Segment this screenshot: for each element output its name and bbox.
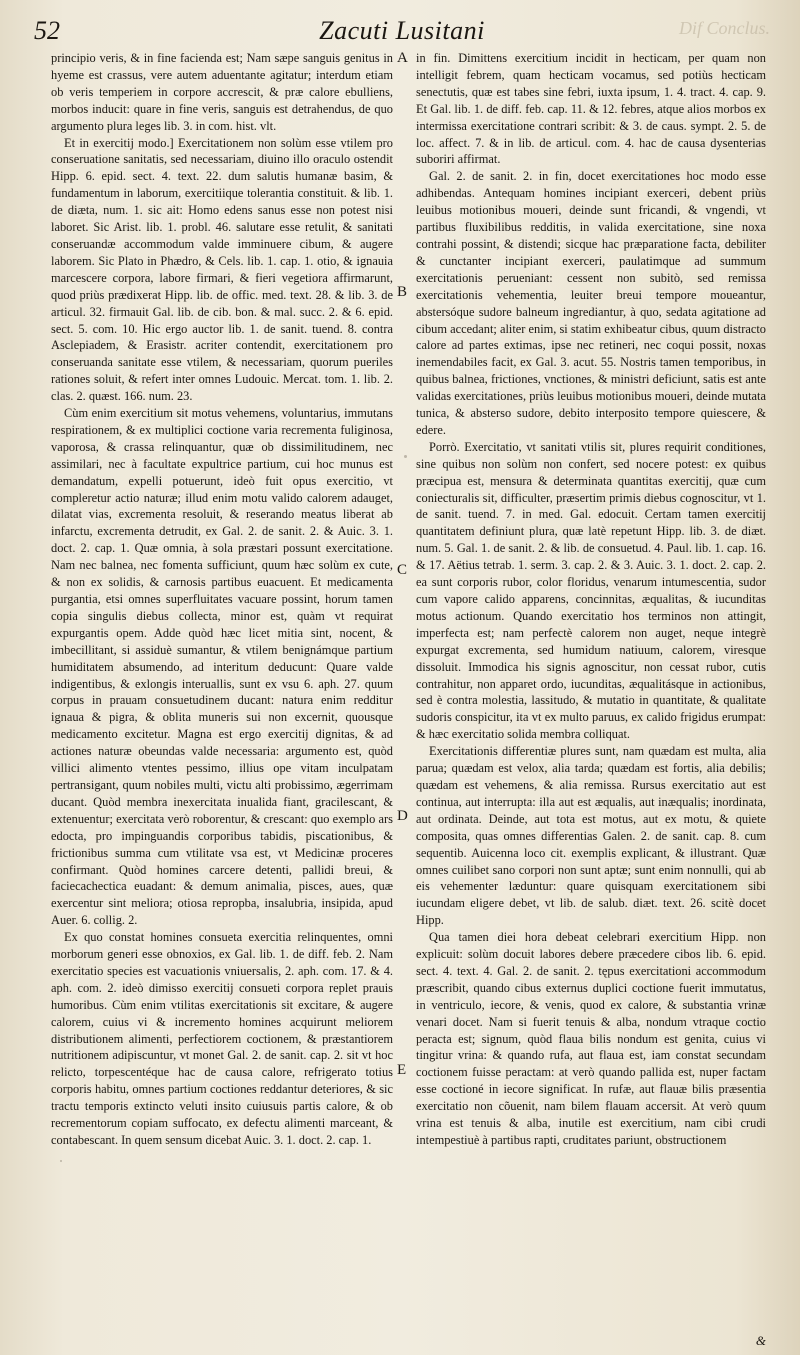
bleed-through-text: Dif Conclus. [678, 18, 770, 38]
paragraph: in fin. Dimittens exercitium incidit in hecticam, per quam non intelligit febrem, quam hecticam vocamus, sed potiùs hecticam senectutis, quæ est tabes sine febri, iuxta ipsum, 1. 4. tract. 4. cap. 9. Et Gal. lib. 1. de diff. feb. cap. 11. & 12. febres, atque alios morbos ex intermissa exercitatione contrari scribit: & 3. de caus. sympt. 2. 5. de loc. affect. 7. & in lib. de articul. com. 4. hac de causa dysenterias suboriri affirmat. [416, 51, 766, 167]
paragraph: Qua tamen diei hora debeat celebrari exercitium Hipp. non explicuit: solùm docuit labores debere præcedere cibos lib. 6. epid. sect. 4. text. 4. Gal. 2. de sanit. 2. tępus exercitationi accommodum præscribit, quando cibus externus duplici coctione fuerit immutatus, in ventriculo, iecore, & venis, quod ex calore, & substantia vrinæ venari docet. Nam si fuerit tenuis & alba, nondum vtraque coctio peracta est; signum, quòd flaua bilis nondum est genita, cuius vi tingitur vrina: & quando rufa, aut flaua est, iam constat secundam coctionem fuisse peractam: at verò quando pallida est, nuper factam esse coctioné in iecore significat. In rufæ, aut flauæ bilis præsentia exercitatio non cõuenit, nam bilem flauam accersit. At verò quum vrina est tenuis & alba, inutile est exercitium, nam cibi crudi intempestiuè à partibus rapti, cruditates pariunt, obstructionem [416, 930, 766, 1147]
paragraph: Ex quo constat homines consueta exercitia relinquentes, omni morborum generi esse obnoxios, ex Gal. lib. 1. de diff. feb. 2. Nam exercitatio species est vacuationis vniuersalis, 2. aph. com. 17. & 4. aph. com. 2. ideò dimisso exercitij consueti corpora replet prauis humoribus. Cùm enim vtilitas exercitationis sit excitare, & augere calorem, cuius vi & incremento homines acquirunt meliorem distributionem alimenti, perfectiorem coctionem, & præstantiorem nutritionem adipiscuntur, vt monet Gal. 2. de sanit. cap. 2. sit vt hoc relicto, torpescentéque hac de causa calore, refrigerato totius corporis habitu, omnes partium coctiones reddantur deteriores, & sic tractu temporis extincto veluti insito cuiusuis partis calore, & ob recrementorum copiam suffocato, ex defectu alimenti marceant, & contabescant. In quem sensum dicebat Auic. 3. 1. doct. 2. cap. 1. [51, 930, 393, 1147]
paragraph: Exercitationis differentiæ plures sunt, nam quædam est multa, alia parua; quædam est velox, alia tarda; quædam est fortis, alia debilis; quædam est vehemens, & alia remissa. Rursus exercitatio aut est continua, aut interrupta: illa aut est æqualis, aut inæqualis; inordinata, aut ordinata. Deinde, aut tota est motus, aut ex motu, & quiete composita, quas omnes differentias Galen. 2. de sanit. cap. 8. cum sequentib. Auicenna loco cit. exemplis explicant, & illustrant. Quæ omnes cuilibet sano corpori non sunt aptæ; sunt enim nonnulli, qui ab eis vehementer læduntur: quare quisquam exercitationem sibi iucundam eligere debet, vt lib. de salub. diæt. text. 26. scitè docet Hipp. [416, 744, 766, 928]
paragraph: Et in exercitij modo.] Exercitationem non solùm esse vtilem pro conseruatione sanitatis, sed necessariam, diuino illo oraculo ostendit Hipp. 6. epid. sect. 4. text. 22. dum salutis humanæ basim, & fundamentum in laborum, exercitiique tolerantia constituit. & lib. 1. de diæta, num. 1. sic ait: Homo edens sanus esse non potest nisi laboret. Sic Arist. lib. 1. probl. 46. salutare esse retulit, & sanitati conseruandæ accommodum valde imminuere cibum, & augere laborem. Sic Plato in Phædro, & Cels. lib. 1. cap. 1. otio, & ignauia marcescere corpora, labore firmari, & fieri vegetiora affirmarunt, quod priùs prædixerat Hipp. lib. de offic. med. text. 28. & lib. 3. de articul. 32. firmauit Gal. lib. de cib. bon. & mal. succ. 2. & 6. epid. sect. 5. com. 10. Hic ergo auctor lib. 1. de sanit. tuend. 8. contra Asclepiadem, & Erasistr. acriter contendit, exercitationem pro conseruanda sanitate esse vtilem, & necessariam, quorum pueriles rationes soluit, & refert inter omnes Ludouic. Mercat. tom. 1. lib. 2. clas. 2. quæst. 166. num. 23. [51, 135, 393, 404]
running-title: Zacuti Lusitani [319, 16, 485, 45]
paper-speck [60, 1160, 62, 1162]
paper-speck [404, 455, 407, 458]
paragraph: principio veris, & in fine facienda est; Nam sæpe sanguis genitus in hyeme est crassus, vere autem aduentante agitatur; interdum etiam ob veris temperiem in corpore accrescit, & præ calore ebulliens, morbos inducit: quare in fine veris, sanguis est detrahendus, de quo argumento plura leges lib. 3. in com. hist. vlt. [51, 51, 393, 133]
right-column [416, 50, 766, 1345]
paragraph: Cùm enim exercitium sit motus vehemens, voluntarius, immutans respirationem, & ex multiplici coctione varia recrementa fuliginosa, vaporosa, & crassa relinquantur, quæ ob dissimilitudinem, nec assimilari, nec à facultate expultrice partium, cui hoc munus est demandatum, expelli potuerunt, ideò fuit opus exercitio, vt compleretur actio naturæ; illud enim motu valido calorem adauget, dilatat vias, excrementa resoluit, & reserando meatus liberat ab infarctu, excrementa detrudit, ex Gal. 2. de sanit. 2. & Auic. 3. 1. doct. 2. cap. 1. Quæ omnia, à sola præstari possunt exercitatione. Nam nec balnea, nec fomenta sufficiunt, quum hæc solùm ex cute, & non ex solidis, & carnosis partibus euacuent. Et medicamenta purgantia, etsi omnes superfluitates vacuare possint, horum tamen copia singulis diebus collecta, minor est, quàm vt requirat expurgantis opem. Adde quòd hæc licet mitia sint, nocent, & imbecillitant, si assiduè sumantur, & vtilem benignámque partium humiditatem absumendo, ad interitum deducunt: Quare valde indigentibus, & exlongis interuallis, sunt ex vsu 6. aph. 27. quum corpus in prauam consuetudinem ducant: natura enim redditur ignaua & pigra, & oblita muneris sui non excernit, quousque medicamento excitetur. Magna est ergo exercitij dignitas, & ad actiones naturæ obeundas valde necessaria: argumento est, quòd villici alimento vtentes pessimo, illius ope vitam inculpatam pertransigant, quum nobiles multi, victu alti probissimo, ægerrimam ducant. Quòd membra inexercitata inualida fiant, gracilescant, & extenuentur; exercitata verò roborentur, & crescant: quo exemplo ars edocta, pro impinguandis corporibus tabidis, piscationibus, & frictionibus summa cum vtilitate vsa est, vt Medicinæ proceres confirmant. Quòd homines carcere detenti, pallidi breui, & faciecachectica euadant: & demum animalia, pisces, aues, quæ exercentur sint meliora; otiosa repropba, insalubria, insipida, apud Auer. 6. collig. 2. [51, 406, 393, 928]
left-column [51, 50, 393, 1345]
section-marker-d: D [397, 808, 408, 824]
paragraph: Porrò. Exercitatio, vt sanitati vtilis sit, plures requirit conditiones, sine quibus non solùm non confert, sed nocere potest: ex quibus præcipua est, mensura & determinata quantitas exercitij, quæ cum coniecturalis sit, difficulter, præsertim primis diebus cognoscitur, vt 1. de sanit. tuend. 7. in med. Gal. edocuit. Certam tamen exercitij quantitatem definiunt plura, quæ latè repetunt Hipp. lib. 3. de diæt. num. 5. Gal. 1. de sanit. 2. & lib. de consuetud. 4. Paul. lib. 1. cap. 16. & 17. Aëtius tetrab. 1. serm. 3. cap. 2. & 3. Auic. 3. 1. doct. 2. cap. 2. ea sunt corporis rubor, color floridus, venarum intumescentia, sudor cum vapore calido apparens, concinnitas, æqualitas, & iucunditas motus actionum. Quando exercitatio hos terminos non attingit, imperfecta est; nam perfectè calorem non auget, neque integrè expurgat excrementa, sed humidum natiuum, calorem, viresque dissoluit. Immodica his signis agnoscitur, non cessat rubor, cutis contrahitur, non apparet ordo, iucunditas, æqualitásque in actionibus, sed è contra molestia, lassitudo, & mutatio in quantitate, & qualitate sudoris conspicitur, ita vt ex multo paruus, ex calido frigidus erumpat: & hæc exercitatio solida membra colliquat. [416, 439, 766, 742]
section-marker-b: B [397, 284, 408, 300]
section-marker-a: A [397, 50, 408, 66]
paragraph: Gal. 2. de sanit. 2. in fin, docet exercitationes hoc modo esse adhibendas. Antequam homines incipiant exerceri, debent priùs leuibus motionibus moueri, deinde sunt fricandi, & vngendi, vt partibus fluxibilibus redditis, in valida exercitatione, sine noxa contrahi possint, & distendi; sicque hac præparatione facta, debiliter & cunctanter incipiant exerceri, paulatimque ad summum exercitationis perueniant: cessent non subitò, sed remissa exercitationis vehementia, leuiter breui tempore moueantur, abstersóque sudore balneum ingrediantur, à quo, sedata agitatione ad cibum accedant; aliter enim, si statim exhibeatur cibus, quum distracto calore ad partes extimas, ipse nec retineri, nec coqui possit, noxas inemendabiles facit, ex Gal. 3. acut. 55. Nostris tamen temporibus, in quibus balnea, frictiones, vnctiones, & ministri deficiunt, satis est ante validas exercitationes, priùs leuibus motionibus moueri, deinde mutata tunica, & absterso sudore, debito interposito tempore quiescere, & edere. [416, 169, 766, 437]
section-marker-e: E [397, 1062, 407, 1078]
page-header [34, 16, 770, 46]
section-marker-c: C [397, 562, 408, 578]
margin-gutter [393, 50, 416, 1345]
page-number: 52 [34, 16, 60, 45]
catchword: & [755, 1333, 766, 1348]
